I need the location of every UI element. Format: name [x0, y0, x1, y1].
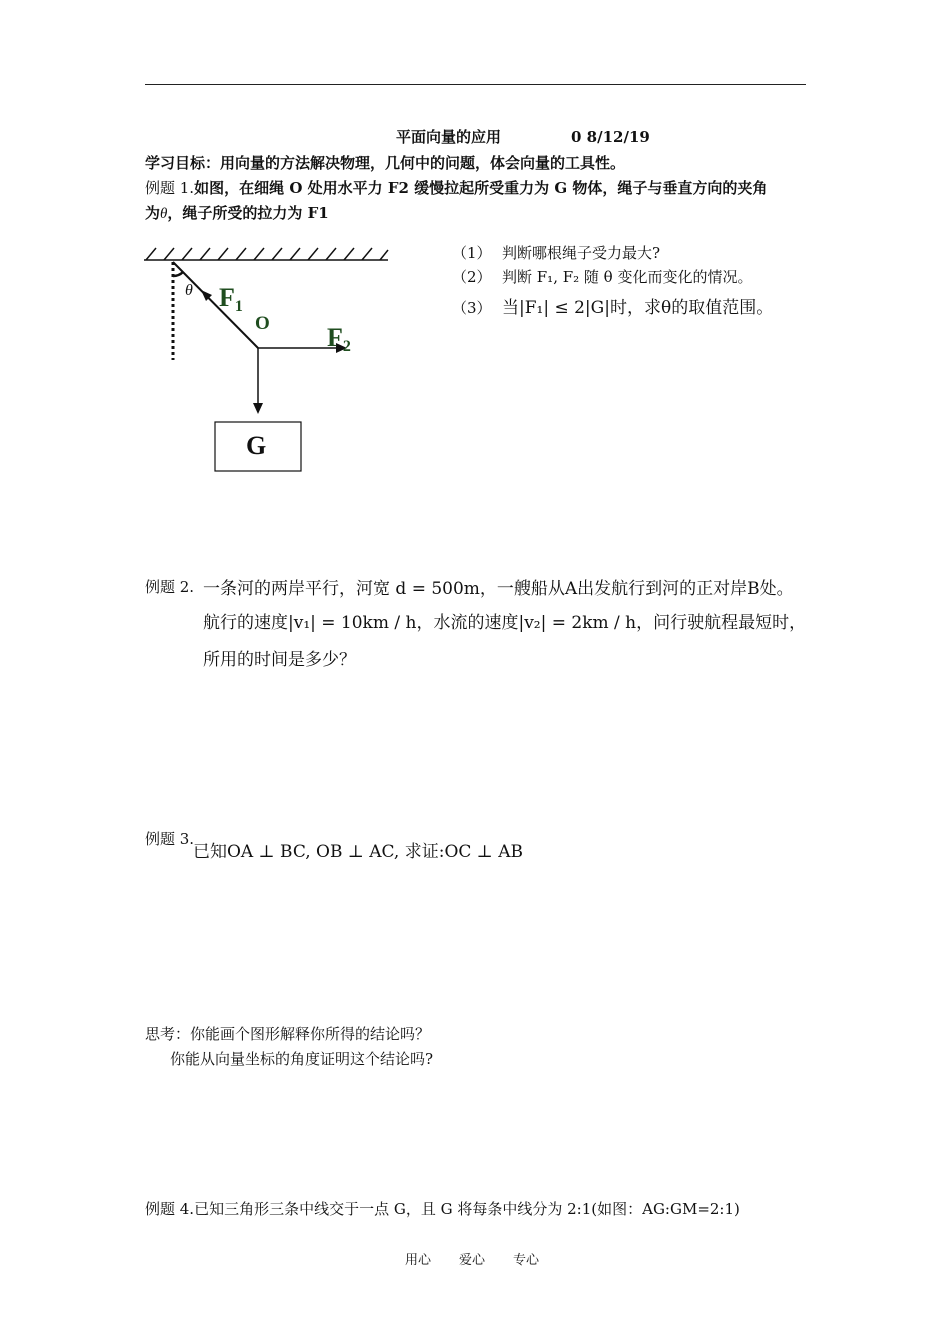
header-rule: [145, 84, 806, 85]
example1-label: 例题 1.: [145, 179, 195, 197]
example1-line1: [145, 177, 767, 198]
f2-label-main: F: [327, 323, 343, 352]
f2-label: [327, 323, 351, 355]
example2-label: 例题 2.: [145, 578, 195, 596]
question-number: （2）: [452, 268, 492, 286]
example2-line1: 一条河的两岸平行，河宽 d = 500m，一艘船从A出发航行到河的正对岸B处。: [203, 579, 794, 599]
f1-label: [219, 283, 243, 315]
example2-line3: 所用的时间是多少？: [203, 650, 356, 670]
footer-item: 爱心: [459, 1253, 486, 1268]
weight-arrowhead: [253, 403, 263, 414]
question-number: （1）: [452, 244, 492, 262]
title-date: 0 8/12/19: [571, 128, 650, 146]
example1-question-3: [452, 293, 773, 318]
example1-text-line2-prefix: 为: [145, 204, 161, 222]
example1-question-2: [452, 266, 752, 287]
theta-label: θ: [185, 282, 193, 299]
example3-label: 例题 3.: [145, 830, 195, 848]
question-text: 当|F₁| ≤ 2|G|时，求θ的取值范围。: [502, 298, 774, 318]
footer: [405, 1249, 567, 1268]
example4-text: 例题 4.已知三角形三条中线交于一点 G，且 G 将每条中线分为 2:1(如图：AG:GM=2:1): [145, 1200, 740, 1218]
footer-item: 用心: [405, 1253, 432, 1268]
o-label: O: [255, 313, 270, 334]
example1-figure: [140, 240, 400, 480]
f1-label-main: F: [219, 283, 235, 312]
think-line1: 思考：你能画个图形解释你所得的结论吗？: [145, 1025, 431, 1043]
f2-label-sub: 2: [342, 338, 351, 355]
f1-label-sub: 1: [234, 298, 243, 315]
ceiling: [144, 248, 388, 260]
question-number: （3）: [452, 299, 492, 317]
example1-text-line1: 如图，在细绳 O 处用水平力 F2 缓慢拉起所受重力为 G 物体，绳子与垂直方向的夹角: [194, 179, 768, 197]
example1-theta: θ: [160, 206, 168, 222]
example2-line2: 航行的速度|v₁| = 10km / h，水流的速度|v₂| = 2km / h，问行驶航程最短时，: [203, 613, 807, 633]
g-label: G: [246, 431, 267, 460]
think-line2: 你能从向量坐标的角度证明这个结论吗?: [170, 1050, 434, 1068]
example1-line2: [145, 202, 329, 223]
page-title: [396, 126, 650, 147]
learning-objective: 学习目标：用向量的方法解决物理，几何中的问题，体会向量的工具性。: [145, 154, 626, 172]
example1-text-line2-suffix: ，绳子所受的拉力为 F1: [167, 204, 329, 222]
rope-f1: [173, 262, 258, 348]
example3-text: 已知OA ⊥ BC, OB ⊥ AC, 求证:OC ⊥ AB: [193, 842, 523, 862]
title-text: 平面向量的应用: [396, 128, 502, 146]
question-text: 判断 F₁, F₂ 随 θ 变化而变化的情况。: [502, 268, 753, 286]
question-text: 判断哪根绳子受力最大?: [502, 244, 661, 262]
example1-question-1: [452, 242, 660, 263]
footer-item: 专心: [513, 1253, 540, 1268]
